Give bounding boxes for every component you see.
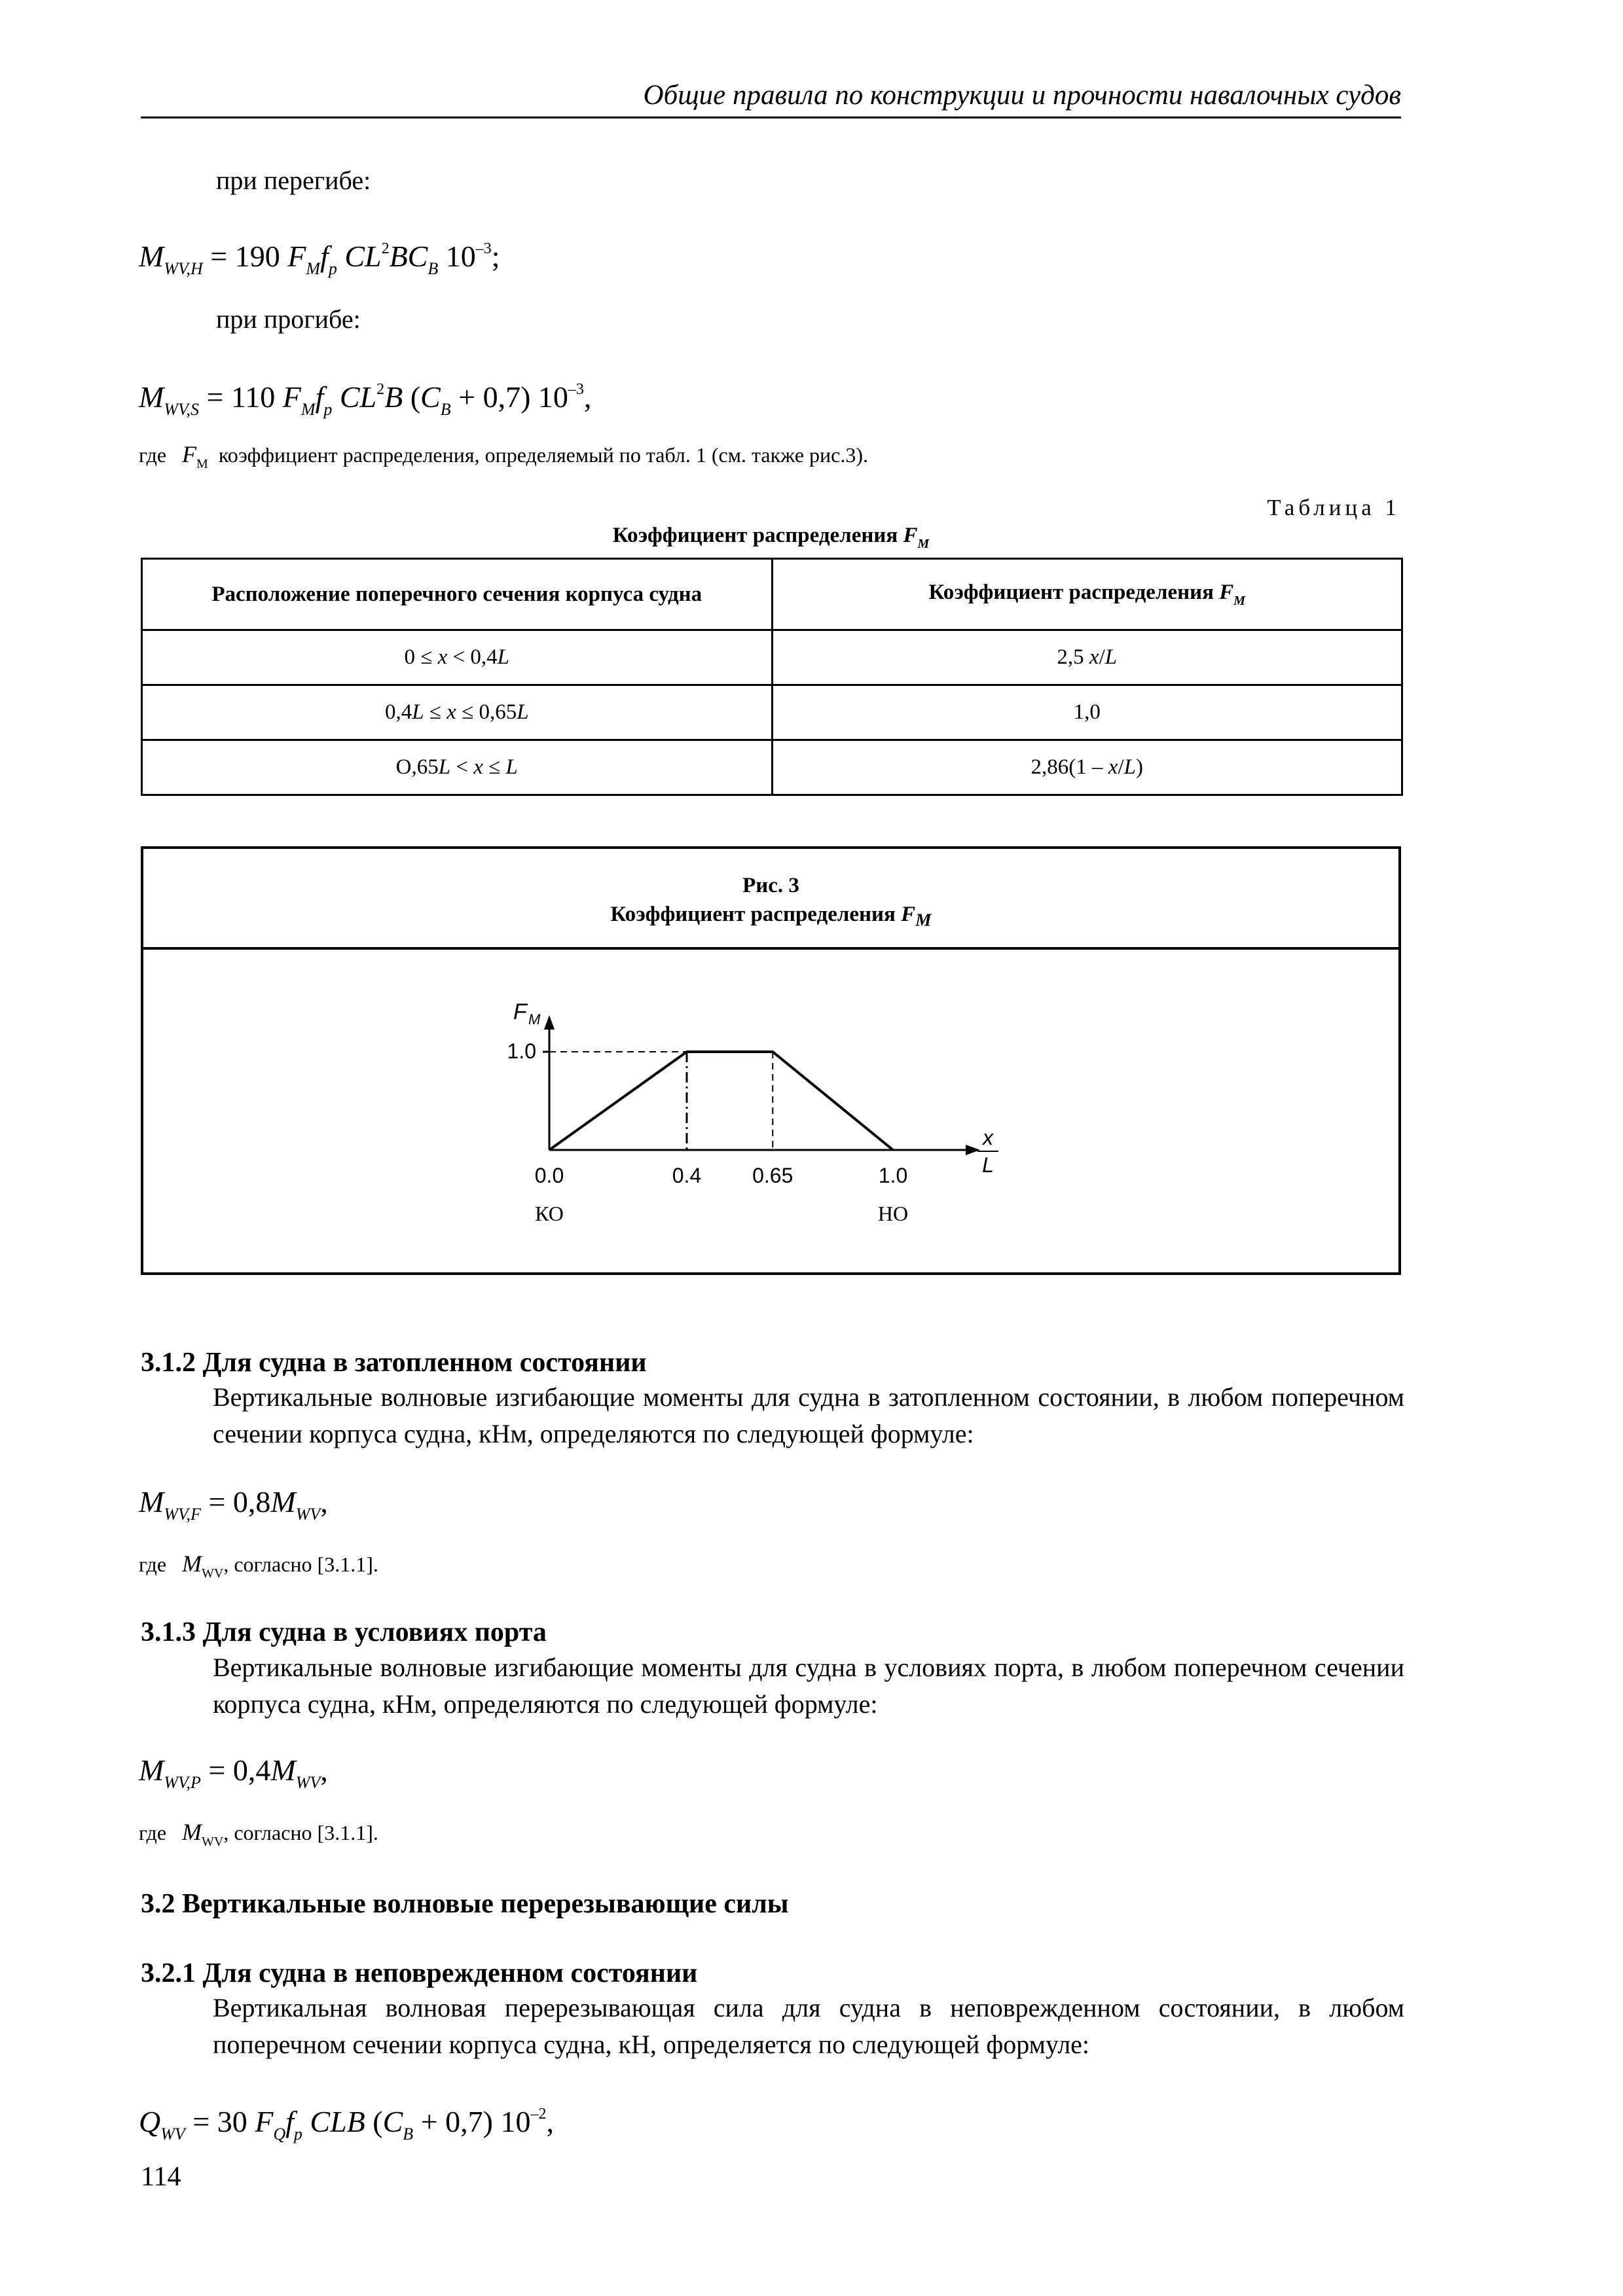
x-tick-label: 1.0 xyxy=(878,1164,908,1187)
distribution-table xyxy=(141,558,1403,796)
label-no: НО xyxy=(877,1202,909,1225)
label-ko: КО xyxy=(535,1202,564,1225)
x-tick-label: 0.0 xyxy=(534,1164,564,1187)
where-3-1-3: где $M_{WV}$, согласно [3.1.1]. xyxy=(139,1819,378,1849)
paragraph-3-1-2: Вертикальные волновые изгибающие моменты для судна в затопленном состоянии, в любом поперечном сечении корпуса судна, кНм, определяются по следующей формуле: xyxy=(213,1382,1404,1448)
x-tick-label: 0.65 xyxy=(752,1164,793,1187)
table-header-coefficient: Коэффициент распределения $F_M$ xyxy=(772,559,1402,630)
heading-3-2: 3.2 Вертикальные волновые перерезывающие силы xyxy=(141,1889,789,1919)
x-tick-label: 0.4 xyxy=(672,1164,702,1187)
series-line xyxy=(549,1052,893,1150)
running-header: Общие правила по конструкции и прочности навалочных судов xyxy=(141,77,1401,118)
heading-3-1-2: 3.1.2 Для судна в затопленном состоянии xyxy=(141,1348,647,1378)
table-header-location: Расположение поперечного сечения корпуса судна xyxy=(142,559,773,630)
table-cell-range: O,65L < x ≤ L xyxy=(142,740,773,795)
table-title: Коэффициент распределения $F_M$ xyxy=(612,524,930,551)
paragraph-3-2-1: Вертикальная волновая перерезывающая сила для судна в неповрежденном состоянии, в любом поперечном сечении корпуса судна, кН, определяется по следующей формуле: xyxy=(213,1993,1404,2059)
y-axis-arrow xyxy=(544,1015,555,1030)
table-row xyxy=(142,630,1402,685)
x-axis-arrow xyxy=(966,1145,980,1155)
hogging-label: при прогибе: xyxy=(216,304,361,334)
x-axis-label-den: L xyxy=(982,1153,994,1177)
table-row xyxy=(142,685,1402,740)
y-axis-label: F xyxy=(513,999,527,1024)
formula-wv-f: $M_{WV,F} = 0,8M_{WV}$, xyxy=(139,1485,328,1524)
formula-wv-s: $M_{WV,S} = 110$ $F_Mf_p$ $CL^2B$ $(C_B + 0,7)$ $10^{-3}$, xyxy=(139,380,592,419)
y-axis-label-sub: M xyxy=(528,1011,541,1028)
formula-wv-p: $M_{WV,P} = 0,4M_{WV}$, xyxy=(139,1753,328,1792)
x-axis-label-num: x xyxy=(983,1126,993,1149)
table-cell-range: 0,4L ≤ x ≤ 0,65L xyxy=(142,685,773,740)
page-number: 114 xyxy=(141,2162,181,2192)
table-row xyxy=(142,740,1402,795)
formula-wv-h: $M_{WV,H} = 190$ $F_Mf_p$ $CL^2BC_B$ $10^{-3}$; xyxy=(139,240,500,278)
distribution-chart xyxy=(143,947,1398,1271)
where-3-1-2: где $M_{WV}$, согласно [3.1.1]. xyxy=(139,1551,378,1581)
y-tick-label: 1.0 xyxy=(507,1039,536,1063)
paragraph-3-1-3: Вертикальные волновые изгибающие моменты для судна в условиях порта, в любом поперечном сечении корпуса судна, кНм, определяются по следующей формуле: xyxy=(213,1653,1404,1719)
table-cell-value: 2,86(1 – x/L) xyxy=(772,740,1402,795)
table-cell-value: 1,0 xyxy=(772,685,1402,740)
heading-3-2-1: 3.2.1 Для судна в неповрежденном состоянии xyxy=(141,1958,698,1988)
figure-caption: Рис. 3 Коэффициент распределения $F_M$ xyxy=(143,849,1398,950)
table-cell-range: 0 ≤ x < 0,4L xyxy=(142,630,773,685)
table-label: Таблица 1 xyxy=(1267,495,1400,520)
where-fm: где $F_M$ коэффициент распределения, определяемый по табл. 1 (см. также рис.3). xyxy=(139,441,868,471)
formula-qwv: $Q_{WV} = 30$ $F_Qf_p$ CLB $(C_B + 0,7)$ $10^{-2}$, xyxy=(139,2105,554,2144)
table-cell-value: 2,5 x/L xyxy=(772,630,1402,685)
sagging-label: при перегибе: xyxy=(216,166,371,195)
heading-3-1-3: 3.1.3 Для судна в условиях порта xyxy=(141,1617,547,1647)
figure-3 xyxy=(141,846,1401,1275)
